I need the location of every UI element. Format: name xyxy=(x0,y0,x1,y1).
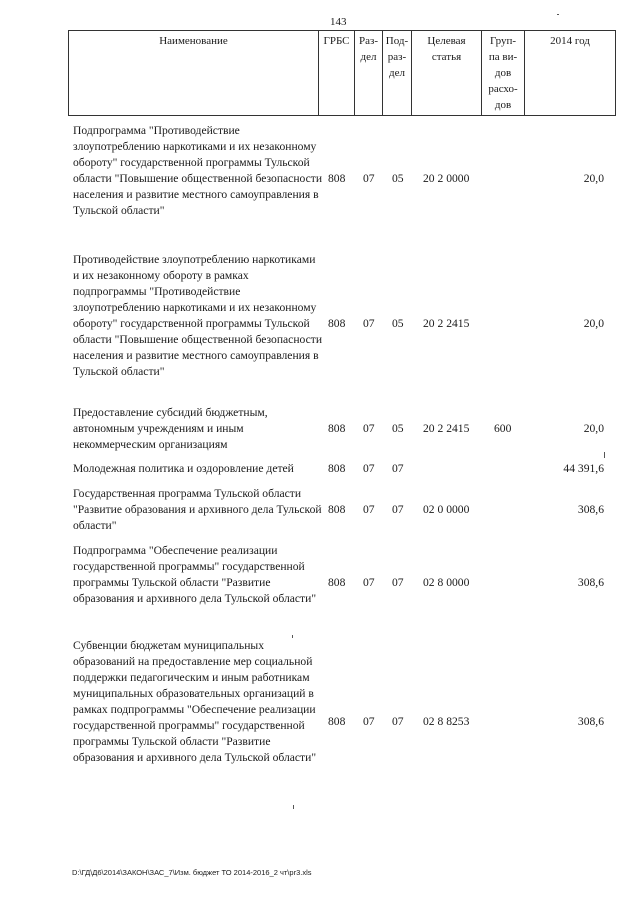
row-grbs: 808 xyxy=(328,576,346,589)
header-target xyxy=(411,31,481,115)
header-razdel-line: Раз- xyxy=(358,35,378,47)
row-podrazdel: 07 xyxy=(392,503,404,516)
scan-speck xyxy=(293,805,294,809)
row-name: Предоставление субсидий бюджетным, автономным учреждениям и иным некоммерческим организациям xyxy=(73,406,268,451)
header-name xyxy=(68,31,318,115)
row-podrazdel: 05 xyxy=(392,317,404,330)
row-podrazdel: 05 xyxy=(392,422,404,435)
row-name: Молодежная политика и оздоровление детей xyxy=(73,462,294,475)
row-name: Подпрограмма "Обеспечение реализации государственной программы" государственной программы Тульской области "Развитие образования и архивного дела Тульской области" xyxy=(73,544,317,605)
row-razdel: 07 xyxy=(363,503,375,516)
row-podrazdel: 07 xyxy=(392,576,404,589)
row-amount: 20,0 xyxy=(583,317,604,330)
row-target: 20 2 2415 xyxy=(423,317,470,330)
row-grbs: 808 xyxy=(328,503,346,516)
row-razdel: 07 xyxy=(363,422,375,435)
row-razdel: 07 xyxy=(363,715,375,728)
row-target: 02 8 8253 xyxy=(423,715,470,728)
row-amount: 20,0 xyxy=(583,422,604,435)
row-group: 600 xyxy=(494,422,512,435)
row-name: Субвенции бюджетам муниципальных образований на предоставление мер социальной поддержки педагогическим и иным работникам муниципальных образовательных организаций в рамках подпрограммы "Обеспечение реализации государственной программы" государственной программы Тульской области "Развитие образования и архивного дела Тульской области" xyxy=(73,639,317,764)
row-razdel: 07 xyxy=(363,317,375,330)
table-header xyxy=(68,30,616,116)
header-target-line: статья xyxy=(431,51,462,63)
row-podrazdel: 05 xyxy=(392,172,404,185)
header-group-line: Груп- xyxy=(489,35,517,47)
row-target: 02 8 0000 xyxy=(423,576,470,589)
row-amount: 308,6 xyxy=(577,503,604,516)
header-grbs-label: ГРБС xyxy=(323,35,350,47)
row-grbs: 808 xyxy=(328,462,346,475)
scan-speck xyxy=(604,452,605,458)
header-group-line: дов xyxy=(494,67,512,79)
row-amount: 20,0 xyxy=(583,172,604,185)
row-amount: 308,6 xyxy=(577,576,604,589)
row-podrazdel: 07 xyxy=(392,462,404,475)
row-target: 20 2 2415 xyxy=(423,422,470,435)
row-amount: 44 391,6 xyxy=(563,462,604,475)
header-podrazdel-line: Под- xyxy=(385,35,409,47)
row-grbs: 808 xyxy=(328,172,346,185)
row-grbs: 808 xyxy=(328,317,346,330)
header-group-line: дов xyxy=(494,99,512,111)
row-amount: 308,6 xyxy=(577,715,604,728)
header-podrazdel-line: дел xyxy=(389,67,405,79)
header-razdel xyxy=(354,31,382,115)
row-target: 02 0 0000 xyxy=(423,503,470,516)
header-group-line: расхо- xyxy=(488,83,518,95)
header-razdel-line: дел xyxy=(360,51,377,63)
header-target-line: Целевая xyxy=(427,35,466,47)
row-razdel: 07 xyxy=(363,576,375,589)
header-group-line: па ви- xyxy=(488,51,518,63)
header-name-label: Наименование xyxy=(159,35,228,47)
row-name: Противодействие злоупотреблению наркотиками и их незаконному обороту в рамках подпрограммы "Противодействие злоупотреблению наркотиками и их незаконному обороту" государственной программы Тульской области "Повышение общественной безопасности населения и развитие местного самоуправления в Тульской области" xyxy=(73,253,323,378)
page-number: 143 xyxy=(330,16,347,28)
header-podrazdel-line: раз- xyxy=(387,51,407,63)
header-year xyxy=(524,31,616,115)
row-razdel: 07 xyxy=(363,172,375,185)
header-year-label: 2014 год xyxy=(550,35,590,47)
row-grbs: 808 xyxy=(328,715,346,728)
header-group xyxy=(481,31,524,115)
row-target: 20 2 0000 xyxy=(423,172,470,185)
header-podrazdel xyxy=(382,31,411,115)
row-name: Подпрограмма "Противодействие злоупотреблению наркотиками и их незаконному обороту" государственной программы Тульской области "Повышение общественной безопасности населения и развитие местного самоуправления в Тульской области" xyxy=(73,124,323,217)
file-path-footer: D:\ГД\Д6\2014\ЗАКОН\ЗАС_7\Изм. бюджет ТО 2014-2016_2 чт\pr3.xls xyxy=(72,868,312,877)
scan-speck xyxy=(557,14,559,15)
row-podrazdel: 07 xyxy=(392,715,404,728)
header-grbs xyxy=(318,31,354,115)
row-razdel: 07 xyxy=(363,462,375,475)
row-name: Государственная программа Тульской области "Развитие образования и архивного дела Тульской области" xyxy=(73,487,322,532)
scan-speck xyxy=(292,635,293,638)
row-grbs: 808 xyxy=(328,422,346,435)
